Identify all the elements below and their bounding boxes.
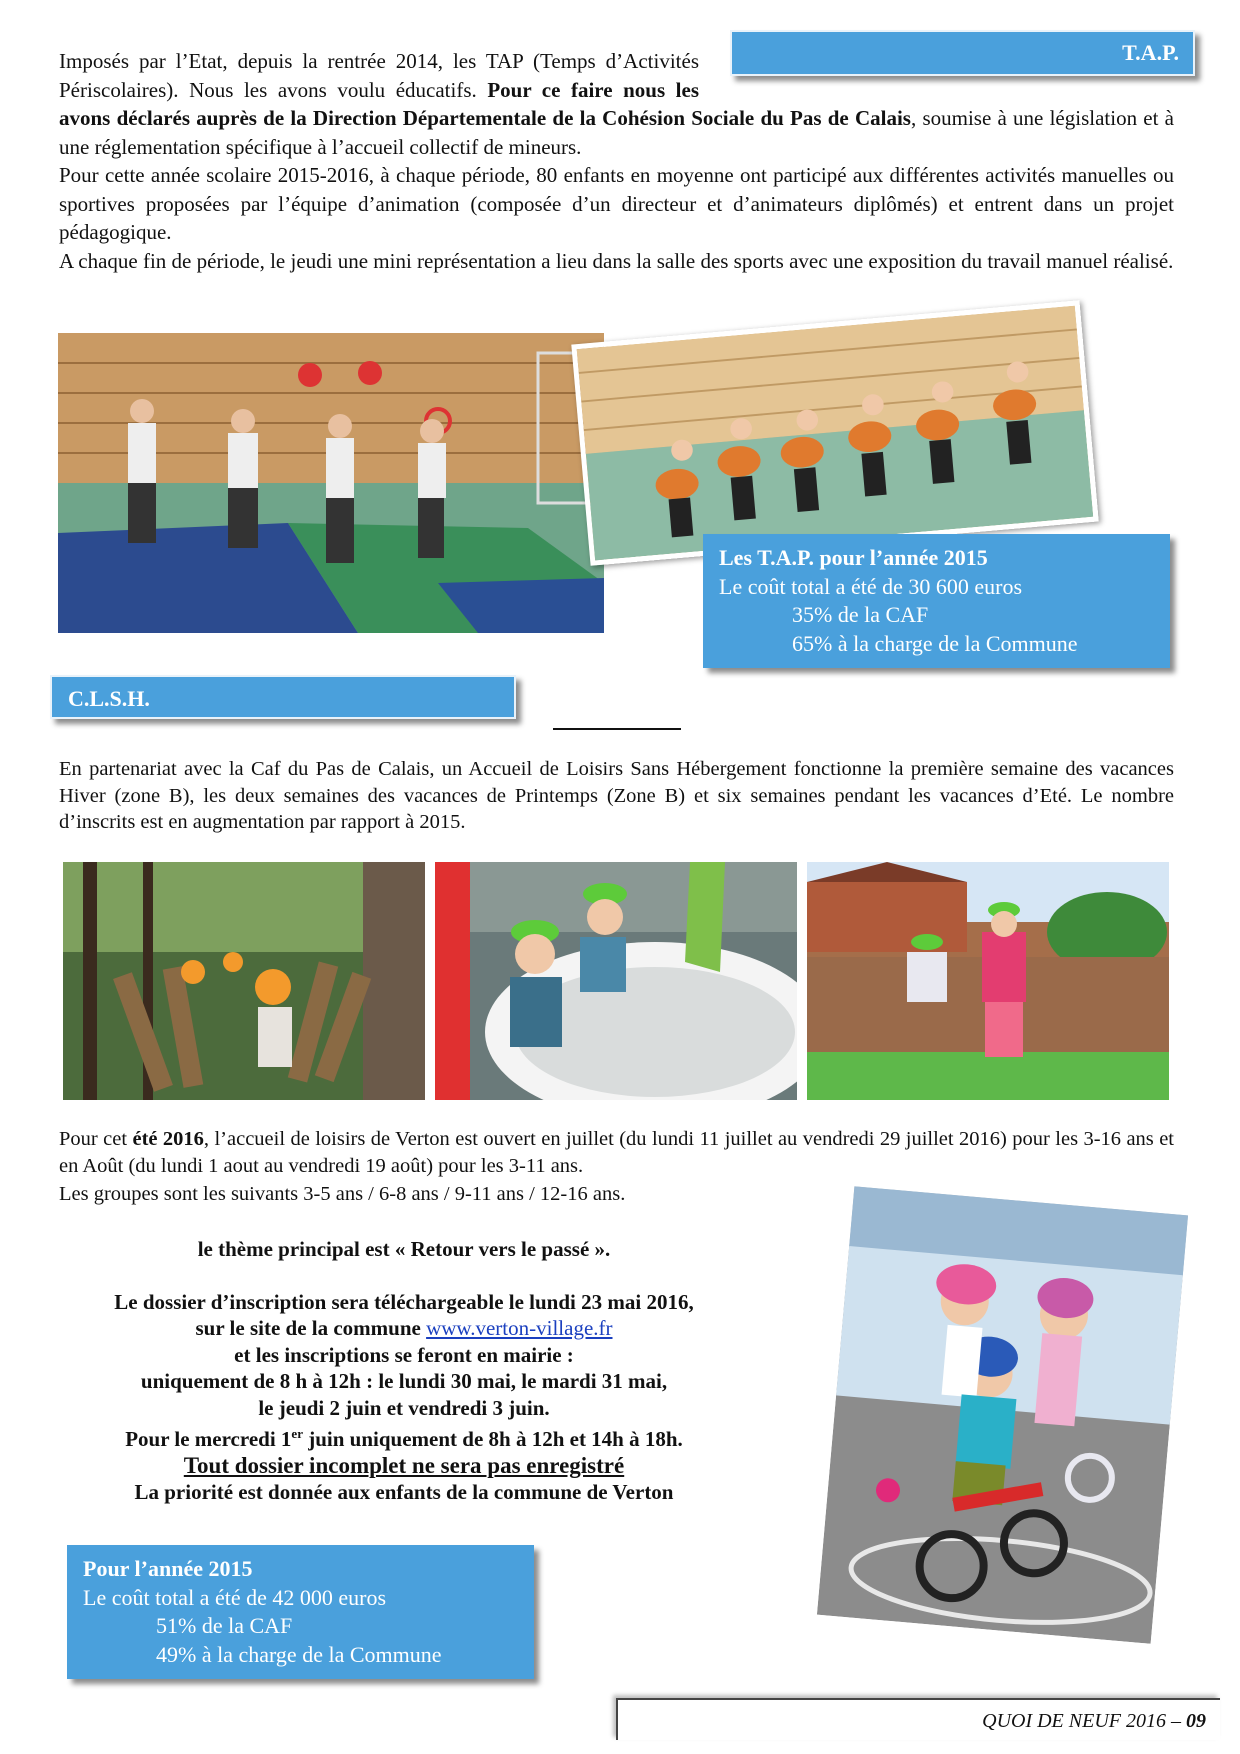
tap-photo-juggling	[58, 333, 604, 633]
dossier-line-6	[59, 1421, 749, 1453]
summer-text-b: , l’accueil de loisirs de Verton est ouvert en juillet (du lundi 11 juillet au vendredi 29 juillet 2016) pour les 3-16 ans et en Août (du lundi 1 aout au vendredi 19 août) pour les 3-11 ans.	[59, 1128, 1175, 1177]
tap-cost-commune: 65% à la charge de la Commune	[792, 630, 1078, 656]
footer-text: QUOI DE NEUF 2016 –	[982, 1710, 1186, 1732]
clsh-photo-sailing	[435, 862, 797, 1100]
clsh-photo-minigolf	[807, 862, 1169, 1100]
clsh-banner	[50, 675, 516, 719]
separator-line	[553, 728, 681, 730]
tap-intro-rest: , soumise à une législation et à une réglementation spécifique à l’accueil collectif de mineurs.	[59, 106, 1174, 159]
clsh-cost-commune: 49% à la charge de la Commune	[156, 1641, 442, 1667]
dossier-line-6-sup: er	[291, 1426, 303, 1441]
priority-line: La priorité est donnée aux enfants de la commune de Verton	[134, 1480, 674, 1504]
dossier-line-3: et les inscriptions se feront en mairie :	[234, 1342, 574, 1367]
dossier-line-1: Le dossier d’inscription sera téléchargeable le lundi 23 mai 2016,	[114, 1289, 694, 1314]
dossier-line-6-b: juin uniquement de 8h à 12h et 14h à 18h.	[302, 1427, 683, 1451]
clsh-cost-caf: 51% de la CAF	[156, 1613, 293, 1638]
groups-line: Les groupes sont les suivants 3-5 ans / 6-8 ans / 9-11 ans / 12-16 ans.	[59, 1183, 626, 1205]
tap-intro-bold: Pour ce faire nous les avons déclarés auprès de la Direction Départementale de la Cohésion Sociale du Pas de Calais	[59, 77, 911, 130]
page-number: 09	[1186, 1710, 1206, 1732]
dossier-line-4: uniquement de 8 h à 12h : le lundi 30 mai, le mardi 31 mai,	[140, 1369, 668, 1393]
dossier-line-5: le jeudi 2 juin et vendredi 3 juin.	[258, 1395, 550, 1420]
dossier-line-6-a: Pour le mercredi 1	[125, 1427, 292, 1451]
registration-block	[59, 1236, 749, 1506]
clsh-photo-bikes	[817, 1186, 1188, 1644]
incomplete-warning: Tout dossier incomplet ne sera pas enregistré	[183, 1452, 625, 1478]
website-link[interactable]: www.verton-village.fr	[426, 1316, 613, 1340]
tap-cost-title: Les T.A.P. pour l’année 2015	[719, 545, 988, 570]
tap-paragraph-3: A chaque fin de période, le jeudi une mini représentation a lieu dans la salle des sports avec une exposition du travail manuel réalisé.	[59, 248, 1174, 273]
clsh-cost-box	[67, 1545, 534, 1679]
tap-paragraph-2: Pour cette année scolaire 2015-2016, à chaque période, 80 enfants en moyenne ont participé aux différentes activités manuelles ou sportives proposées par l’équipe d’animation (composée d’un directeur et d’animateurs diplômés) et entrent dans un projet pédagogique.	[59, 163, 1174, 244]
summer-year: été 2016	[132, 1128, 204, 1150]
dossier-line-2-text: sur le site de la commune	[195, 1316, 427, 1340]
tap-intro-wrap	[59, 47, 1174, 275]
summer-text-a: Pour cet	[59, 1128, 133, 1150]
tap-cost-box	[703, 534, 1170, 668]
clsh-paragraph-1: En partenariat avec la Caf du Pas de Calais, un Accueil de Loisirs Sans Hébergement fonctionne la première semaine des vacances Hiver (zone B), les deux semaines des vacances de Printemps (Zone B) et six semaines pendant les vacances d’Eté. Le nombre d’inscrits est en augmentation par rapport à 2015.	[59, 758, 1174, 833]
clsh-banner-label: C.L.S.H.	[68, 686, 150, 711]
tap-banner-label: T.A.P.	[1122, 40, 1179, 65]
dossier-line-2	[59, 1315, 749, 1342]
theme-line: le thème principal est « Retour vers le passé ».	[197, 1237, 611, 1261]
tap-cost-caf: 35% de la CAF	[792, 602, 929, 627]
tap-intro-text: Imposés par l’Etat, depuis la rentrée 2014, les TAP (Temps d’Activités Périscolaires). Nous les avons voulu éducatifs.	[59, 49, 699, 102]
tap-cost-total: Le coût total a été de 30 600 euros	[719, 573, 1023, 599]
page-footer	[616, 1698, 1220, 1740]
summer-paragraph	[59, 1126, 1174, 1179]
tap-photo-guitars	[571, 300, 1098, 566]
clsh-cost-title: Pour l’année 2015	[83, 1556, 253, 1581]
clsh-photo-climbing	[63, 862, 425, 1100]
clsh-cost-total: Le coût total a été de 42 000 euros	[83, 1584, 387, 1610]
